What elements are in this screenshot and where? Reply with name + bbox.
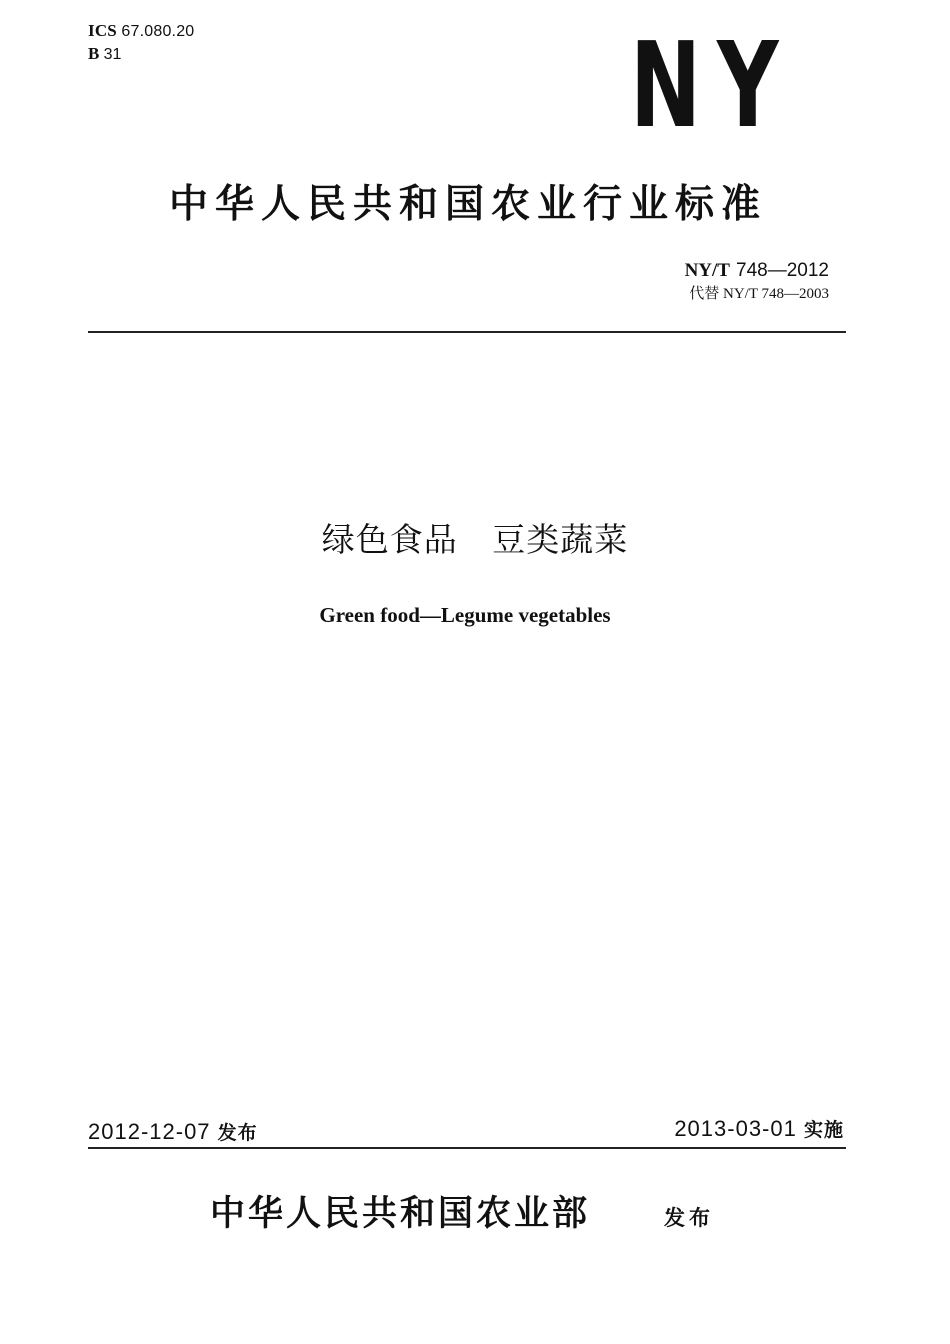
ny-logo: NY [630,16,795,154]
standard-number-value: 748—2012 [736,260,829,281]
top-divider [88,331,846,333]
publish-label: 发布 [664,1206,714,1230]
issue-date [88,1118,258,1147]
publisher-name: 中华人民共和国农业部 [210,1193,591,1234]
issue-date-value: 2012-12-07 [88,1119,211,1144]
implementation-date-value: 2013-03-01 [674,1116,797,1141]
document-title-zh: 绿色食品 豆类蔬菜 [321,520,629,559]
bottom-divider [88,1147,846,1149]
ics-label: ICS [88,21,117,40]
issue-date-label: 发布 [217,1122,258,1144]
classification-code [88,43,121,66]
ics-number: 67.080.20 [121,23,195,40]
standard-number [685,258,829,283]
class-label: B [88,44,100,63]
document-title-en: Green food—Legume vegetables [319,603,611,627]
class-number: 31 [103,46,122,63]
implementation-date-label: 实施 [803,1119,844,1141]
implementation-date [674,1115,844,1144]
standard-category-title: 中华人民共和国农业行业标准 [168,182,767,227]
ics-code [88,20,194,43]
standard-number-prefix: NY/T [684,260,730,281]
replaces-note: 代替 NY/T 748—2003 [689,286,829,302]
